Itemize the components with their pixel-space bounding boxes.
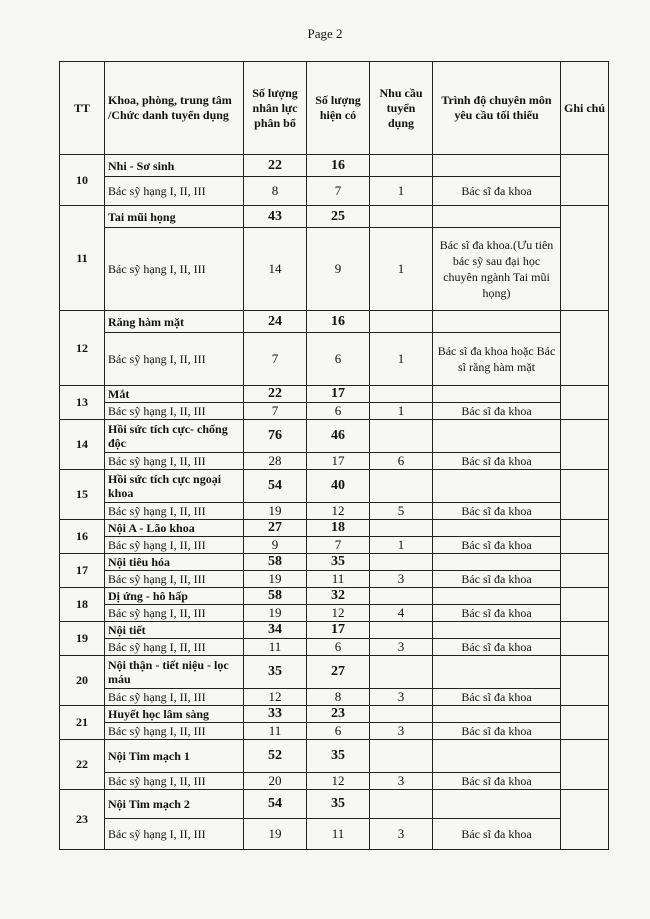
department-row [60, 790, 609, 819]
position-qualification: Bác sĩ đa khoa [433, 177, 561, 206]
position-title: Bác sỹ hạng I, II, III [105, 333, 244, 386]
department-qualification-empty [433, 656, 561, 689]
header-qualification: Trình độ chuyên môn yêu cầu tối thiểu [433, 62, 561, 155]
position-qualification: Bác sĩ đa khoa [433, 403, 561, 420]
row-number: 12 [60, 311, 105, 386]
department-current: 35 [307, 790, 370, 819]
position-title: Bác sỹ hạng I, II, III [105, 605, 244, 622]
position-allocated: 12 [244, 689, 307, 706]
note-cell [561, 386, 609, 420]
position-need: 5 [370, 503, 433, 520]
row-number: 19 [60, 622, 105, 656]
position-need: 3 [370, 819, 433, 850]
department-current: 27 [307, 656, 370, 689]
department-allocated: 58 [244, 588, 307, 605]
row-number: 16 [60, 520, 105, 554]
department-name: Nội A - Lão khoa [105, 520, 244, 537]
position-title: Bác sỹ hạng I, II, III [105, 571, 244, 588]
position-row [60, 605, 609, 622]
department-row [60, 311, 609, 333]
department-row [60, 470, 609, 503]
department-need-empty [370, 554, 433, 571]
department-allocated: 22 [244, 386, 307, 403]
position-allocated: 28 [244, 453, 307, 470]
header-need: Nhu cầu tuyển dụng [370, 62, 433, 155]
position-title: Bác sỹ hạng I, II, III [105, 177, 244, 206]
position-current: 12 [307, 605, 370, 622]
department-qualification-empty [433, 706, 561, 723]
position-current: 12 [307, 773, 370, 790]
position-title: Bác sỹ hạng I, II, III [105, 403, 244, 420]
department-name: Huyết học lâm sàng [105, 706, 244, 723]
position-title: Bác sỹ hạng I, II, III [105, 503, 244, 520]
position-current: 17 [307, 453, 370, 470]
department-allocated: 35 [244, 656, 307, 689]
row-number: 21 [60, 706, 105, 740]
position-allocated: 19 [244, 571, 307, 588]
department-row [60, 155, 609, 177]
position-current: 9 [307, 228, 370, 311]
department-need-empty [370, 622, 433, 639]
department-qualification-empty [433, 155, 561, 177]
position-title: Bác sỹ hạng I, II, III [105, 723, 244, 740]
position-row [60, 689, 609, 706]
note-cell [561, 420, 609, 470]
position-qualification: Bác sĩ đa khoa [433, 723, 561, 740]
department-qualification-empty [433, 420, 561, 453]
position-row [60, 177, 609, 206]
department-name: Răng hàm mặt [105, 311, 244, 333]
department-need-empty [370, 155, 433, 177]
department-name: Nội thận - tiết niệu - lọc máu [105, 656, 244, 689]
position-qualification: Bác sĩ đa khoa [433, 605, 561, 622]
department-qualification-empty [433, 790, 561, 819]
department-name: Nội tiết [105, 622, 244, 639]
department-current: 17 [307, 622, 370, 639]
position-qualification: Bác sĩ đa khoa [433, 503, 561, 520]
table-body [60, 155, 609, 850]
position-current: 6 [307, 403, 370, 420]
position-current: 7 [307, 177, 370, 206]
position-title: Bác sỹ hạng I, II, III [105, 228, 244, 311]
department-current: 40 [307, 470, 370, 503]
department-current: 32 [307, 588, 370, 605]
row-number: 22 [60, 740, 105, 790]
position-allocated: 9 [244, 537, 307, 554]
department-name: Mắt [105, 386, 244, 403]
position-need: 1 [370, 403, 433, 420]
row-number: 17 [60, 554, 105, 588]
note-cell [561, 588, 609, 622]
department-current: 23 [307, 706, 370, 723]
position-allocated: 19 [244, 605, 307, 622]
position-current: 7 [307, 537, 370, 554]
department-current: 18 [307, 520, 370, 537]
position-row [60, 639, 609, 656]
department-allocated: 33 [244, 706, 307, 723]
position-need: 3 [370, 689, 433, 706]
department-row [60, 520, 609, 537]
position-allocated: 8 [244, 177, 307, 206]
row-number: 18 [60, 588, 105, 622]
note-cell [561, 470, 609, 520]
position-need: 1 [370, 228, 433, 311]
position-qualification: Bác sĩ đa khoa [433, 639, 561, 656]
department-current: 35 [307, 554, 370, 571]
position-row [60, 503, 609, 520]
department-allocated: 43 [244, 206, 307, 228]
position-allocated: 19 [244, 503, 307, 520]
position-current: 6 [307, 723, 370, 740]
department-need-empty [370, 520, 433, 537]
row-number: 15 [60, 470, 105, 520]
position-allocated: 11 [244, 723, 307, 740]
department-need-empty [370, 206, 433, 228]
header-row [60, 62, 609, 155]
header-note: Ghi chú [561, 62, 609, 155]
position-allocated: 11 [244, 639, 307, 656]
department-name: Dị ứng - hô hấp [105, 588, 244, 605]
position-row [60, 571, 609, 588]
department-current: 17 [307, 386, 370, 403]
department-qualification-empty [433, 588, 561, 605]
note-cell [561, 622, 609, 656]
position-row [60, 403, 609, 420]
department-row [60, 740, 609, 773]
department-name: Hồi sức tích cực- chống độc [105, 420, 244, 453]
header-current: Số lượng hiện có [307, 62, 370, 155]
department-allocated: 52 [244, 740, 307, 773]
position-need: 6 [370, 453, 433, 470]
page-label: Page 2 [307, 26, 343, 41]
department-row [60, 656, 609, 689]
row-number: 14 [60, 420, 105, 470]
position-qualification: Bác sĩ đa khoa [433, 453, 561, 470]
department-row [60, 420, 609, 453]
position-qualification: Bác sĩ đa khoa [433, 819, 561, 850]
position-current: 8 [307, 689, 370, 706]
department-allocated: 24 [244, 311, 307, 333]
department-need-empty [370, 420, 433, 453]
department-qualification-empty [433, 622, 561, 639]
department-row [60, 206, 609, 228]
header-dept: Khoa, phòng, trung tâm /Chức danh tuyển dụng [105, 62, 244, 155]
department-need-empty [370, 386, 433, 403]
department-current: 16 [307, 311, 370, 333]
row-number: 10 [60, 155, 105, 206]
position-qualification: Bác sĩ đa khoa [433, 689, 561, 706]
department-row [60, 386, 609, 403]
note-cell [561, 740, 609, 790]
position-title: Bác sỹ hạng I, II, III [105, 453, 244, 470]
header-allocated: Số lượng nhân lực phân bổ [244, 62, 307, 155]
department-row [60, 554, 609, 571]
position-need: 1 [370, 333, 433, 386]
department-name: Nội Tim mạch 2 [105, 790, 244, 819]
note-cell [561, 311, 609, 386]
position-need: 3 [370, 773, 433, 790]
position-need: 3 [370, 639, 433, 656]
department-current: 35 [307, 740, 370, 773]
position-qualification: Bác sĩ đa khoa hoặc Bác sĩ răng hàm mặt [433, 333, 561, 386]
department-allocated: 76 [244, 420, 307, 453]
department-need-empty [370, 470, 433, 503]
department-name: Nội Tim mạch 1 [105, 740, 244, 773]
department-row [60, 706, 609, 723]
position-title: Bác sỹ hạng I, II, III [105, 689, 244, 706]
department-need-empty [370, 588, 433, 605]
department-current: 25 [307, 206, 370, 228]
department-name: Hồi sức tích cực ngoại khoa [105, 470, 244, 503]
position-need: 4 [370, 605, 433, 622]
position-allocated: 7 [244, 333, 307, 386]
department-name: Tai mũi họng [105, 206, 244, 228]
position-qualification: Bác sĩ đa khoa [433, 537, 561, 554]
position-allocated: 14 [244, 228, 307, 311]
position-current: 11 [307, 571, 370, 588]
position-need: 1 [370, 177, 433, 206]
position-current: 12 [307, 503, 370, 520]
department-current: 46 [307, 420, 370, 453]
position-allocated: 19 [244, 819, 307, 850]
note-cell [561, 554, 609, 588]
department-allocated: 34 [244, 622, 307, 639]
position-allocated: 20 [244, 773, 307, 790]
position-current: 11 [307, 819, 370, 850]
department-name: Nội tiêu hóa [105, 554, 244, 571]
department-qualification-empty [433, 470, 561, 503]
department-allocated: 27 [244, 520, 307, 537]
department-current: 16 [307, 155, 370, 177]
department-allocated: 22 [244, 155, 307, 177]
department-need-empty [370, 790, 433, 819]
position-row [60, 723, 609, 740]
department-need-empty [370, 656, 433, 689]
position-current: 6 [307, 333, 370, 386]
header-tt: TT [60, 62, 105, 155]
note-cell [561, 206, 609, 311]
position-title: Bác sỹ hạng I, II, III [105, 639, 244, 656]
position-qualification: Bác sĩ đa khoa.(Ưu tiên bác sỹ sau đại học chuyên ngành Tai mũi họng) [433, 228, 561, 311]
row-number: 20 [60, 656, 105, 706]
position-title: Bác sỹ hạng I, II, III [105, 819, 244, 850]
position-qualification: Bác sĩ đa khoa [433, 773, 561, 790]
note-cell [561, 155, 609, 206]
department-row [60, 588, 609, 605]
note-cell [561, 656, 609, 706]
row-number: 13 [60, 386, 105, 420]
row-number: 11 [60, 206, 105, 311]
position-row [60, 228, 609, 311]
position-title: Bác sỹ hạng I, II, III [105, 537, 244, 554]
department-allocated: 54 [244, 790, 307, 819]
department-name: Nhi - Sơ sinh [105, 155, 244, 177]
position-need: 3 [370, 723, 433, 740]
position-need: 3 [370, 571, 433, 588]
position-row [60, 773, 609, 790]
department-qualification-empty [433, 386, 561, 403]
recruitment-table [59, 61, 609, 850]
row-number: 23 [60, 790, 105, 850]
department-qualification-empty [433, 311, 561, 333]
department-qualification-empty [433, 520, 561, 537]
note-cell [561, 520, 609, 554]
department-allocated: 58 [244, 554, 307, 571]
position-row [60, 537, 609, 554]
department-qualification-empty [433, 206, 561, 228]
position-row [60, 819, 609, 850]
department-qualification-empty [433, 740, 561, 773]
note-cell [561, 706, 609, 740]
position-current: 6 [307, 639, 370, 656]
position-row [60, 453, 609, 470]
department-need-empty [370, 706, 433, 723]
position-qualification: Bác sĩ đa khoa [433, 571, 561, 588]
department-need-empty [370, 740, 433, 773]
note-cell [561, 790, 609, 850]
position-row [60, 333, 609, 386]
department-row [60, 622, 609, 639]
department-qualification-empty [433, 554, 561, 571]
department-need-empty [370, 311, 433, 333]
department-allocated: 54 [244, 470, 307, 503]
position-allocated: 7 [244, 403, 307, 420]
position-need: 1 [370, 537, 433, 554]
position-title: Bác sỹ hạng I, II, III [105, 773, 244, 790]
